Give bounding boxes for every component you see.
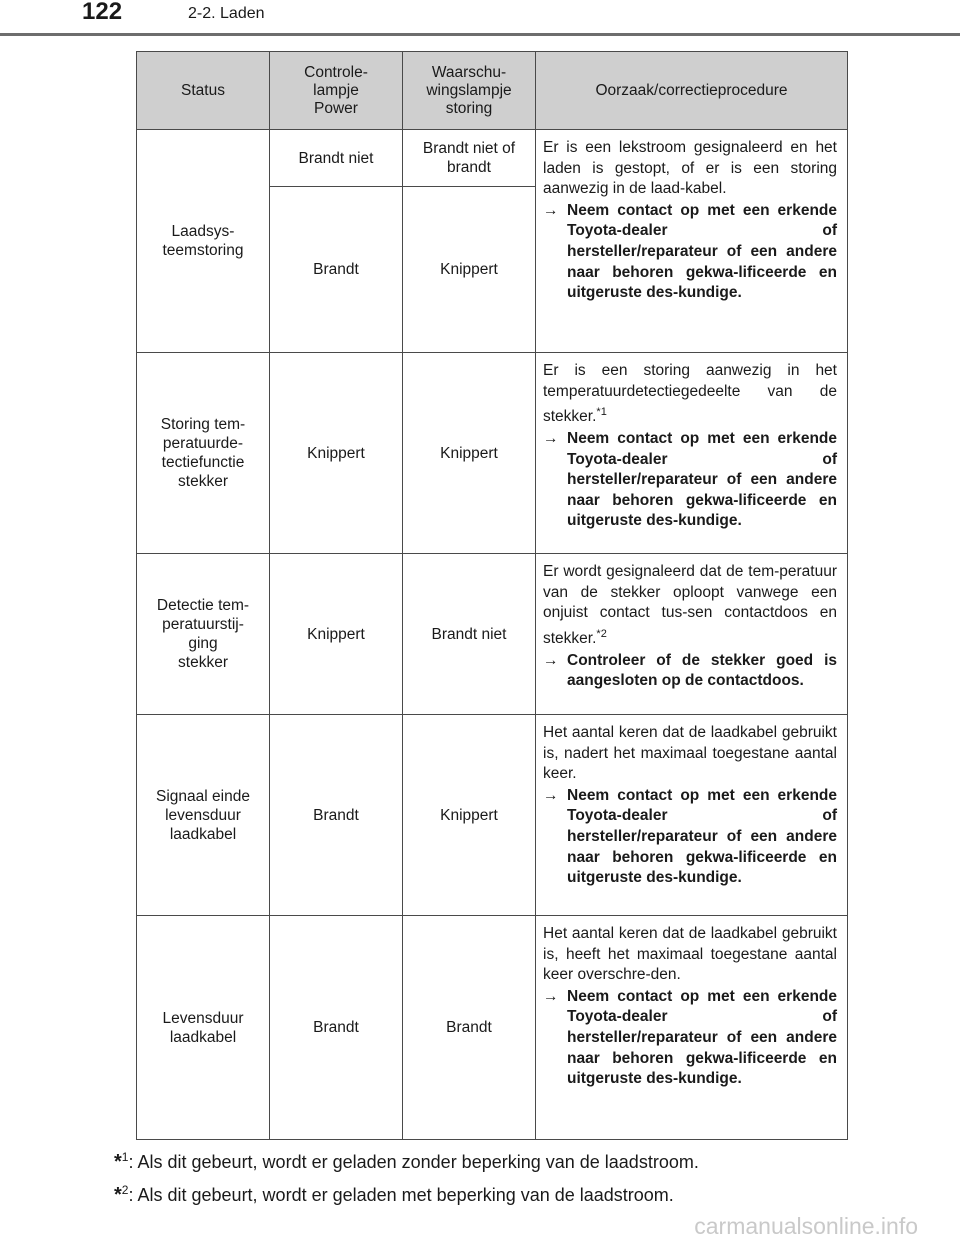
action-item [543,651,837,692]
table-row [137,916,848,1140]
action-item [543,987,837,1090]
watermark: carmanualsonline.info [694,1213,918,1239]
section-title: 2-2. Laden [188,5,265,22]
warning-lamp-cell [403,715,536,916]
status-cell [137,715,270,916]
warning-lamp-text: Brandt [446,1019,492,1036]
cause-cell [536,916,848,1140]
cause-text [543,562,837,650]
cause-cell [536,554,848,715]
footnote-ref: *1 [596,406,607,419]
table-row [137,130,848,187]
action-item [543,786,837,889]
table-row [137,554,848,715]
cause-cell [536,353,848,554]
status-text: Detectie tem- peratuurstij- ging stekker [156,597,250,671]
action-item [543,201,837,304]
control-lamp-cell [270,715,403,916]
warning-lamp-text: Brandt niet [431,625,507,643]
cause-text: Er is een lekstroom gesignaleerd en het laden is gestopt, of er is een storing aanwezig in de laad-kabel. [543,139,837,198]
cause-cell [536,715,848,916]
cause-cell [536,130,848,353]
header-cause-label: Oorzaak/correctieprocedure [595,81,788,99]
status-text: Levensduur laadkabel [162,1009,244,1046]
action-text: Neem contact op met een erkende Toyota-dealer of hersteller/reparateur of een andere naar behoren gekwa-lificeerde en uitgeruste des-kundige. [567,201,837,302]
footnote-star: * [114,1151,122,1173]
status-text: Storing tem- peratuurde- tectiefunctie stekker [160,416,246,490]
footnote-ref: *2 [596,627,607,640]
control-lamp-cell [270,353,403,554]
warning-lamp-text: Knippert [440,806,498,824]
cause-text: Het aantal keren dat de laadkabel gebruikt is, nadert het maximaal toegestane aantal keer. [543,724,837,783]
arrow-icon: → [543,429,559,447]
table-row [137,353,848,554]
footnote-number: 1 [121,1150,129,1164]
action-text: Controleer of de stekker goed is aangesloten op de contactdoos. [567,651,837,690]
header-cause [536,52,848,130]
page-number: 122 [82,0,123,25]
header-warning-label: Waarschu- wingslampje storing [426,63,512,117]
footnote-2 [114,1183,674,1207]
arrow-icon: → [543,201,559,219]
warning-lamp-cell [403,353,536,554]
control-lamp-cell [270,130,403,187]
cause-body: Er is een storing aanwezig in het temperatuurdetectiegedeelte van de stekker. [543,362,837,426]
control-lamp-text: Brandt [313,261,359,278]
control-lamp-text: Brandt [313,1019,359,1036]
arrow-icon: → [543,651,559,669]
warning-lamp-text: Knippert [440,261,498,278]
warning-lamp-cell [403,916,536,1140]
arrow-icon: → [543,786,559,804]
header-warning-lamp [403,52,536,130]
header-rule [0,33,960,36]
warning-lamp-text: Knippert [440,444,498,462]
warning-lamp-cell [403,130,536,187]
control-lamp-cell [270,187,403,353]
header-status-label: Status [181,81,225,99]
header-control-lamp [270,52,403,130]
cause-text [543,361,837,428]
control-lamp-text: Knippert [307,444,365,462]
header-status [137,52,270,130]
action-text: Neem contact op met een erkende Toyota-dealer of hersteller/reparateur of een andere naar behoren gekwa-lificeerde en uitgeruste des-kundige. [567,786,837,887]
footnote-text: : Als dit gebeurt, wordt er geladen zonder beperking van de laadstroom. [128,1152,699,1172]
warning-lamp-text: Brandt niet of brandt [422,140,516,176]
control-lamp-cell [270,554,403,715]
table-header-row [137,52,848,130]
footnote-1 [114,1150,699,1174]
arrow-icon: → [543,987,559,1005]
action-text: Neem contact op met een erkende Toyota-dealer of hersteller/reparateur of een andere naar behoren gekwa-lificeerde en uitgeruste des-kundige. [567,429,837,530]
cause-body: Er wordt gesignaleerd dat de tem-peratuur van de stekker oploopt vanwege een onjuist contact tus-sen contactdoos en stekker. [543,563,837,647]
control-lamp-text: Brandt [313,806,359,824]
status-cell [137,353,270,554]
charging-status-table [136,51,848,1140]
status-cell [137,916,270,1140]
status-cell [137,130,270,353]
footnote-number: 2 [121,1183,129,1197]
control-lamp-cell [270,916,403,1140]
action-item [543,429,837,532]
header-control-label: Controle- lampje Power [304,63,368,117]
warning-lamp-cell [403,554,536,715]
control-lamp-text: Brandt niet [298,149,374,167]
footnote-star: * [114,1184,122,1206]
cause-text: Het aantal keren dat de laadkabel gebruikt is, heeft het maximaal toegestane aantal keer overschre-den. [543,925,837,984]
control-lamp-text: Knippert [307,625,365,643]
table-row [137,715,848,916]
footnote-text: : Als dit gebeurt, wordt er geladen met beperking van de laadstroom. [128,1185,674,1205]
status-text: Signaal einde levensduur laadkabel [156,787,250,843]
action-text: Neem contact op met een erkende Toyota-dealer of hersteller/reparateur of een andere naar behoren gekwa-lificeerde en uitgeruste des-kundige. [567,987,837,1088]
status-cell [137,554,270,715]
status-text: Laadsys- teemstoring [162,223,244,259]
warning-lamp-cell [403,187,536,353]
